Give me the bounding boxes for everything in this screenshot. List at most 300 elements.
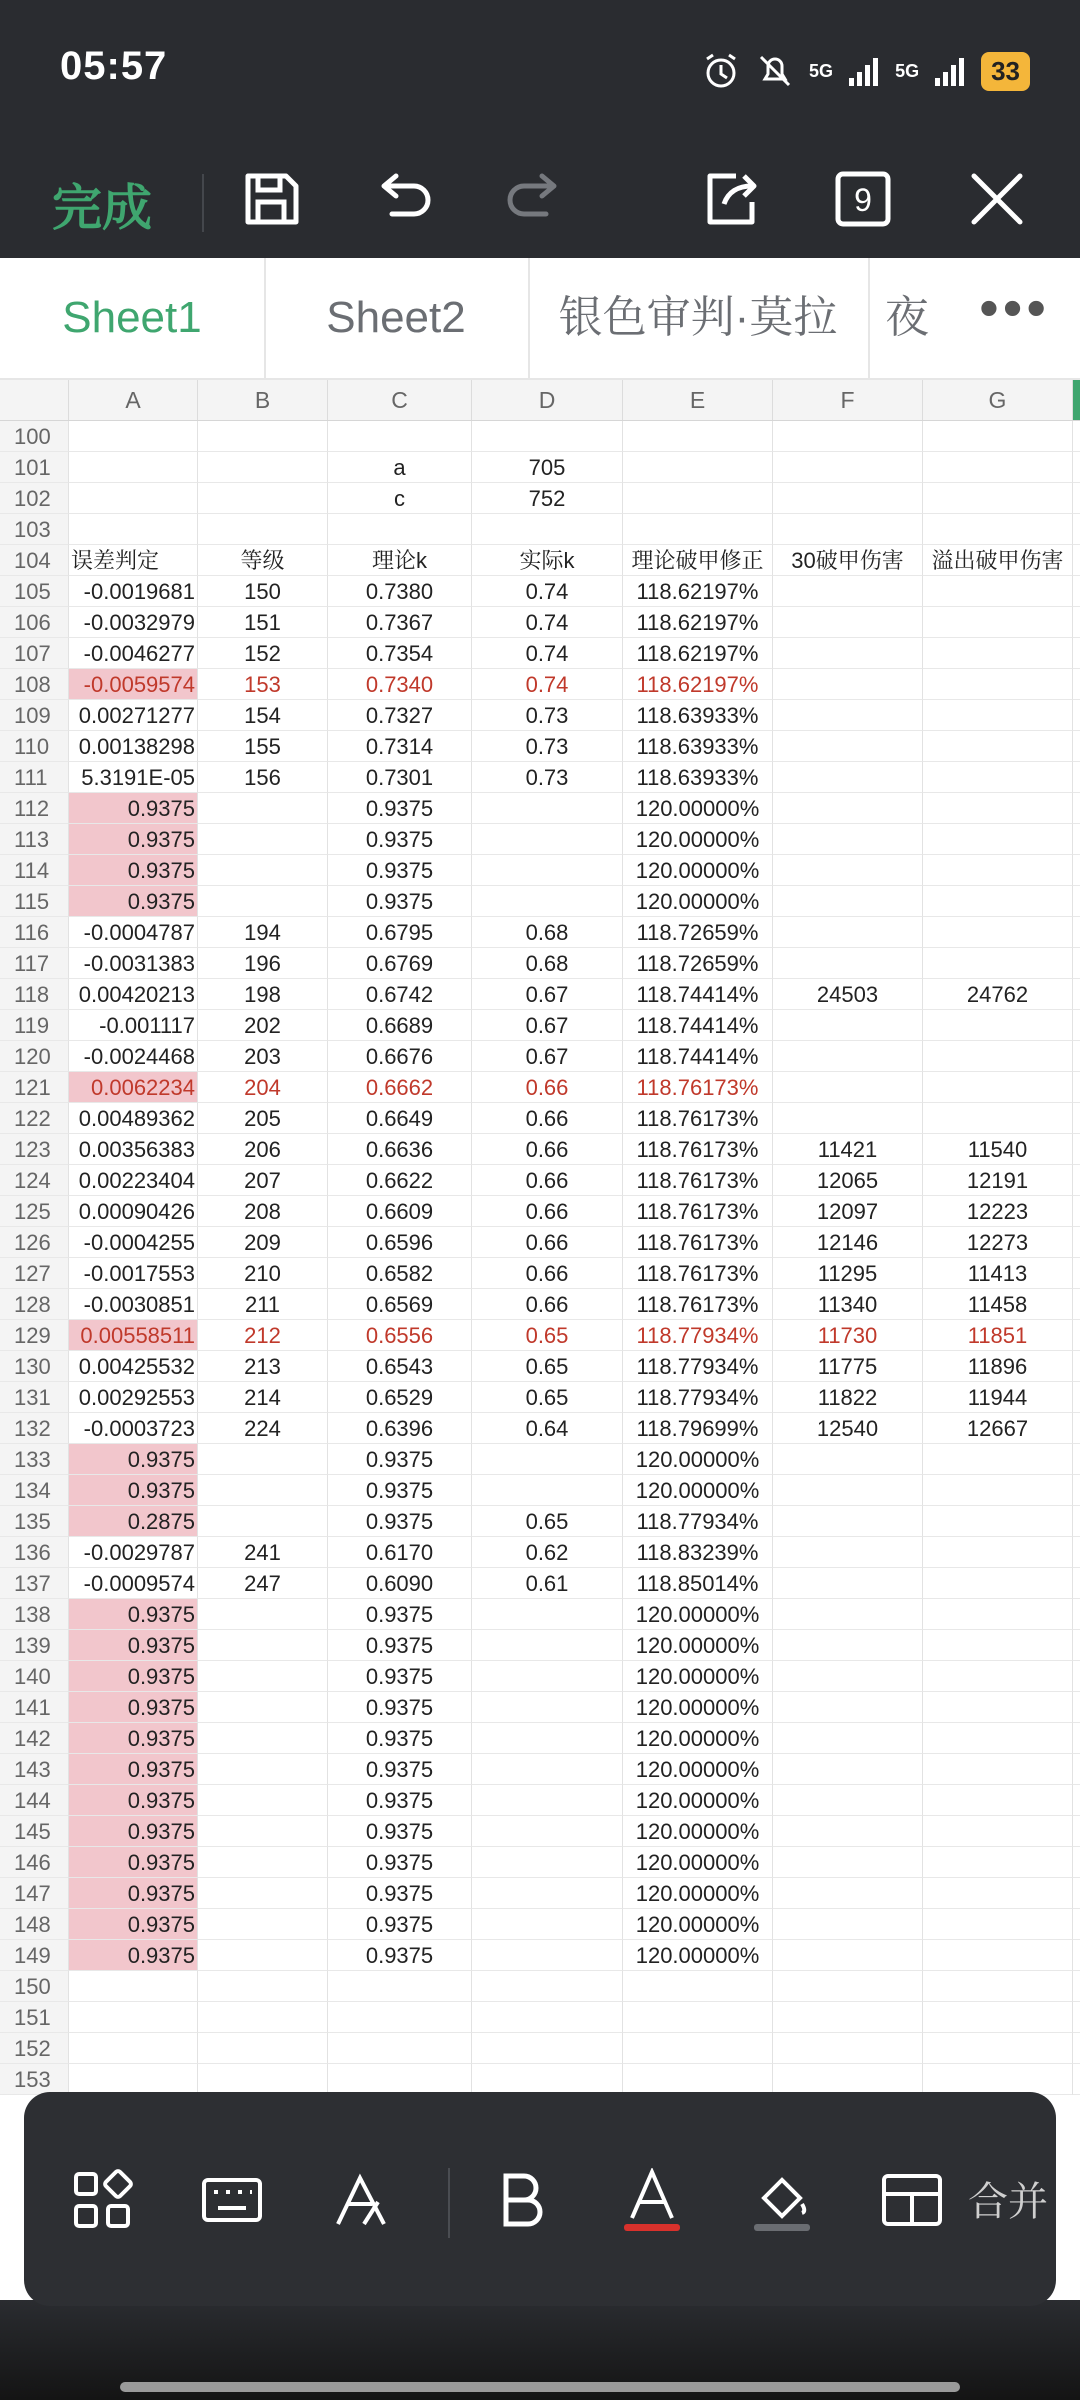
cell-e[interactable]: 120.00000% — [622, 1723, 772, 1754]
cell-e[interactable] — [622, 2033, 772, 2064]
cell-h[interactable] — [1072, 1506, 1080, 1537]
cell-e[interactable] — [622, 421, 772, 452]
cell-g[interactable]: 12667 — [922, 1413, 1072, 1444]
cell-f[interactable] — [772, 1506, 922, 1537]
cell-f[interactable] — [772, 886, 922, 917]
row-header[interactable]: 132 — [0, 1413, 68, 1444]
column-header-d[interactable]: D — [471, 380, 622, 420]
row-header[interactable]: 127 — [0, 1258, 68, 1289]
row-header[interactable]: 116 — [0, 917, 68, 948]
cell-f[interactable]: 11295 — [772, 1258, 922, 1289]
cell-h[interactable] — [1072, 1909, 1080, 1940]
cell-d[interactable]: 0.73 — [471, 762, 622, 793]
cell-a[interactable]: 0.9375 — [68, 1444, 197, 1475]
cell-b[interactable]: 等级 — [197, 545, 327, 576]
cell-g[interactable] — [922, 1599, 1072, 1630]
cell-e[interactable]: 理论破甲修正 — [622, 545, 772, 576]
row-header[interactable]: 140 — [0, 1661, 68, 1692]
cell-b[interactable]: 198 — [197, 979, 327, 1010]
cell-e[interactable]: 120.00000% — [622, 793, 772, 824]
cell-g[interactable] — [922, 886, 1072, 917]
cell-e[interactable]: 120.00000% — [622, 1692, 772, 1723]
cell-e[interactable]: 120.00000% — [622, 824, 772, 855]
cell-a[interactable]: -0.0029787 — [68, 1537, 197, 1568]
cell-g[interactable] — [922, 2033, 1072, 2064]
cell-a[interactable]: 0.00558511 — [68, 1320, 197, 1351]
cell-h[interactable] — [1072, 762, 1080, 793]
cell-g[interactable] — [922, 1475, 1072, 1506]
cell-c[interactable]: 0.9375 — [327, 1878, 471, 1909]
cell-f[interactable] — [772, 1103, 922, 1134]
cell-e[interactable]: 118.72659% — [622, 917, 772, 948]
cell-e[interactable]: 120.00000% — [622, 1754, 772, 1785]
cell-b[interactable] — [197, 1692, 327, 1723]
cell-b[interactable] — [197, 1785, 327, 1816]
cell-a[interactable]: 误差判定 — [68, 545, 197, 576]
close-icon[interactable] — [962, 164, 1032, 234]
cell-c[interactable]: 0.6649 — [327, 1103, 471, 1134]
cell-a[interactable]: 0.9375 — [68, 824, 197, 855]
cell-f[interactable] — [772, 1599, 922, 1630]
cell-c[interactable] — [327, 514, 471, 545]
cell-a[interactable]: 0.9375 — [68, 1816, 197, 1847]
cell-c[interactable]: 0.7301 — [327, 762, 471, 793]
cell-c[interactable]: 0.6582 — [327, 1258, 471, 1289]
row-header[interactable]: 144 — [0, 1785, 68, 1816]
cell-f[interactable] — [772, 1537, 922, 1568]
cell-c[interactable]: 0.7367 — [327, 607, 471, 638]
cell-g[interactable]: 11458 — [922, 1289, 1072, 1320]
cell-a[interactable] — [68, 483, 197, 514]
cell-f[interactable] — [772, 1630, 922, 1661]
cell-b[interactable] — [197, 886, 327, 917]
cell-e[interactable] — [622, 2002, 772, 2033]
cell-e[interactable]: 118.79699% — [622, 1413, 772, 1444]
cell-a[interactable] — [68, 514, 197, 545]
cell-e[interactable]: 118.74414% — [622, 979, 772, 1010]
cell-d[interactable]: 0.65 — [471, 1382, 622, 1413]
cell-c[interactable]: 0.6396 — [327, 1413, 471, 1444]
row-header[interactable]: 125 — [0, 1196, 68, 1227]
cell-g[interactable] — [922, 855, 1072, 886]
cell-f[interactable] — [772, 824, 922, 855]
cell-b[interactable]: 224 — [197, 1413, 327, 1444]
row-header[interactable]: 135 — [0, 1506, 68, 1537]
cell-a[interactable]: 0.00420213 — [68, 979, 197, 1010]
cell-e[interactable]: 118.74414% — [622, 1041, 772, 1072]
cell-f[interactable]: 11822 — [772, 1382, 922, 1413]
cell-d[interactable] — [471, 2002, 622, 2033]
cell-b[interactable] — [197, 1475, 327, 1506]
cell-h[interactable] — [1072, 1723, 1080, 1754]
cell-c[interactable] — [327, 2064, 471, 2095]
row-header[interactable]: 123 — [0, 1134, 68, 1165]
cell-f[interactable] — [772, 1909, 922, 1940]
row-header[interactable]: 120 — [0, 1041, 68, 1072]
cell-b[interactable] — [197, 793, 327, 824]
cell-f[interactable]: 11730 — [772, 1320, 922, 1351]
cell-c[interactable]: 0.6596 — [327, 1227, 471, 1258]
row-header[interactable]: 147 — [0, 1878, 68, 1909]
cell-c[interactable]: 0.9375 — [327, 1599, 471, 1630]
row-header[interactable]: 131 — [0, 1382, 68, 1413]
home-indicator[interactable] — [120, 2382, 960, 2392]
cell-e[interactable]: 118.62197% — [622, 607, 772, 638]
cell-d[interactable] — [471, 2064, 622, 2095]
cell-d[interactable]: 0.73 — [471, 700, 622, 731]
cell-g[interactable]: 11851 — [922, 1320, 1072, 1351]
cell-f[interactable]: 30破甲伤害 — [772, 545, 922, 576]
cell-e[interactable]: 120.00000% — [622, 1816, 772, 1847]
cell-b[interactable] — [197, 1754, 327, 1785]
cell-b[interactable]: 194 — [197, 917, 327, 948]
cell-h[interactable] — [1072, 576, 1080, 607]
cell-h[interactable] — [1072, 1103, 1080, 1134]
font-color-icon[interactable] — [620, 2168, 684, 2232]
cell-h[interactable] — [1072, 1661, 1080, 1692]
cell-g[interactable] — [922, 917, 1072, 948]
cell-a[interactable]: 0.9375 — [68, 1878, 197, 1909]
cell-f[interactable] — [772, 452, 922, 483]
cell-f[interactable] — [772, 2064, 922, 2095]
cell-e[interactable]: 118.85014% — [622, 1568, 772, 1599]
cell-e[interactable]: 118.83239% — [622, 1537, 772, 1568]
row-header[interactable]: 105 — [0, 576, 68, 607]
cell-c[interactable] — [327, 1971, 471, 2002]
cell-f[interactable] — [772, 1475, 922, 1506]
undo-icon[interactable] — [368, 164, 438, 234]
cell-e[interactable]: 118.76173% — [622, 1289, 772, 1320]
cell-a[interactable]: -0.0004255 — [68, 1227, 197, 1258]
cell-d[interactable] — [471, 1909, 622, 1940]
row-header[interactable]: 118 — [0, 979, 68, 1010]
cell-c[interactable]: 0.6609 — [327, 1196, 471, 1227]
cell-e[interactable]: 118.76173% — [622, 1165, 772, 1196]
row-header[interactable]: 142 — [0, 1723, 68, 1754]
cell-d[interactable] — [471, 1661, 622, 1692]
cell-b[interactable]: 247 — [197, 1568, 327, 1599]
cell-c[interactable]: 理论k — [327, 545, 471, 576]
cell-b[interactable]: 154 — [197, 700, 327, 731]
cell-e[interactable]: 118.76173% — [622, 1227, 772, 1258]
cell-d[interactable]: 0.62 — [471, 1537, 622, 1568]
row-header[interactable]: 143 — [0, 1754, 68, 1785]
cell-f[interactable] — [772, 1878, 922, 1909]
column-header-f[interactable]: F — [772, 380, 922, 420]
row-header[interactable]: 151 — [0, 2002, 68, 2033]
cell-a[interactable]: -0.0059574 — [68, 669, 197, 700]
cell-e[interactable]: 118.77934% — [622, 1382, 772, 1413]
cell-d[interactable] — [471, 1754, 622, 1785]
cell-a[interactable] — [68, 421, 197, 452]
cell-c[interactable] — [327, 2002, 471, 2033]
cell-e[interactable]: 118.76173% — [622, 1103, 772, 1134]
cell-d[interactable]: 0.66 — [471, 1258, 622, 1289]
row-header[interactable]: 128 — [0, 1289, 68, 1320]
cell-c[interactable]: 0.6622 — [327, 1165, 471, 1196]
tab-sheet2[interactable]: Sheet2 — [264, 258, 530, 378]
cell-g[interactable]: 溢出破甲伤害 — [922, 545, 1072, 576]
cell-h[interactable] — [1072, 1351, 1080, 1382]
cell-b[interactable]: 204 — [197, 1072, 327, 1103]
cell-d[interactable]: 0.66 — [471, 1227, 622, 1258]
cell-d[interactable]: 0.66 — [471, 1289, 622, 1320]
cell-c[interactable]: 0.6529 — [327, 1382, 471, 1413]
cell-c[interactable]: 0.7314 — [327, 731, 471, 762]
cell-a[interactable]: 0.9375 — [68, 1692, 197, 1723]
cell-c[interactable]: 0.9375 — [327, 1940, 471, 1971]
cell-c[interactable] — [327, 2033, 471, 2064]
row-header[interactable]: 149 — [0, 1940, 68, 1971]
cell-h[interactable] — [1072, 700, 1080, 731]
row-header[interactable]: 114 — [0, 855, 68, 886]
done-button[interactable]: 完成 — [52, 180, 152, 236]
row-header[interactable]: 126 — [0, 1227, 68, 1258]
cell-f[interactable] — [772, 1692, 922, 1723]
cell-a[interactable]: 0.00271277 — [68, 700, 197, 731]
row-header[interactable]: 129 — [0, 1320, 68, 1351]
save-icon[interactable] — [236, 164, 306, 234]
cell-g[interactable] — [922, 731, 1072, 762]
row-header[interactable]: 139 — [0, 1630, 68, 1661]
cell-a[interactable]: 0.9375 — [68, 886, 197, 917]
cell-b[interactable] — [197, 1816, 327, 1847]
cell-a[interactable] — [68, 452, 197, 483]
cell-c[interactable]: a — [327, 452, 471, 483]
cell-a[interactable]: -0.0030851 — [68, 1289, 197, 1320]
tab-count-icon[interactable] — [828, 164, 898, 234]
cell-d[interactable] — [471, 1444, 622, 1475]
cell-h[interactable] — [1072, 1444, 1080, 1475]
cell-g[interactable] — [922, 1847, 1072, 1878]
cell-h[interactable] — [1072, 886, 1080, 917]
cell-b[interactable] — [197, 421, 327, 452]
cell-a[interactable]: 0.9375 — [68, 1599, 197, 1630]
cell-g[interactable] — [922, 1661, 1072, 1692]
cell-f[interactable] — [772, 731, 922, 762]
cell-a[interactable]: 0.9375 — [68, 1847, 197, 1878]
cell-g[interactable] — [922, 824, 1072, 855]
cell-c[interactable]: 0.9375 — [327, 1444, 471, 1475]
cell-d[interactable]: 0.66 — [471, 1165, 622, 1196]
cell-h[interactable] — [1072, 1320, 1080, 1351]
keyboard-icon[interactable] — [200, 2168, 264, 2232]
cell-f[interactable] — [772, 2002, 922, 2033]
cell-a[interactable]: 0.9375 — [68, 1661, 197, 1692]
cell-a[interactable]: 0.9375 — [68, 1723, 197, 1754]
cell-h[interactable] — [1072, 2002, 1080, 2033]
cell-h[interactable] — [1072, 1041, 1080, 1072]
cell-f[interactable]: 24503 — [772, 979, 922, 1010]
cell-g[interactable]: 12223 — [922, 1196, 1072, 1227]
cell-g[interactable] — [922, 1568, 1072, 1599]
cell-g[interactable] — [922, 638, 1072, 669]
cell-g[interactable] — [922, 1630, 1072, 1661]
cell-c[interactable]: 0.9375 — [327, 1754, 471, 1785]
cell-b[interactable] — [197, 1630, 327, 1661]
cell-g[interactable] — [922, 2064, 1072, 2095]
cell-f[interactable] — [772, 576, 922, 607]
cell-g[interactable] — [922, 669, 1072, 700]
cell-a[interactable]: 0.9375 — [68, 855, 197, 886]
row-header[interactable]: 134 — [0, 1475, 68, 1506]
cell-b[interactable] — [197, 1506, 327, 1537]
cell-f[interactable] — [772, 793, 922, 824]
cell-a[interactable]: 0.9375 — [68, 1475, 197, 1506]
cell-f[interactable] — [772, 514, 922, 545]
cell-a[interactable]: 0.9375 — [68, 793, 197, 824]
cell-g[interactable] — [922, 576, 1072, 607]
cell-e[interactable]: 120.00000% — [622, 1878, 772, 1909]
tab-sheet4[interactable]: 夜 — [885, 293, 929, 342]
cell-d[interactable] — [471, 1630, 622, 1661]
row-header[interactable]: 122 — [0, 1103, 68, 1134]
cell-c[interactable]: 0.6636 — [327, 1134, 471, 1165]
cell-f[interactable] — [772, 1847, 922, 1878]
cell-h[interactable] — [1072, 607, 1080, 638]
cell-a[interactable]: -0.0004787 — [68, 917, 197, 948]
cell-b[interactable]: 214 — [197, 1382, 327, 1413]
cell-g[interactable] — [922, 1041, 1072, 1072]
cell-f[interactable]: 11775 — [772, 1351, 922, 1382]
cell-g[interactable] — [922, 1072, 1072, 1103]
cell-c[interactable]: 0.6569 — [327, 1289, 471, 1320]
cell-h[interactable] — [1072, 669, 1080, 700]
cell-h[interactable] — [1072, 1630, 1080, 1661]
cell-c[interactable]: 0.6170 — [327, 1537, 471, 1568]
row-header[interactable]: 111 — [0, 762, 68, 793]
cell-a[interactable]: 0.00356383 — [68, 1134, 197, 1165]
cell-c[interactable]: 0.9375 — [327, 1475, 471, 1506]
cell-e[interactable]: 118.63933% — [622, 700, 772, 731]
cell-h[interactable] — [1072, 1289, 1080, 1320]
cell-c[interactable]: 0.9375 — [327, 824, 471, 855]
cell-a[interactable]: -0.0031383 — [68, 948, 197, 979]
cell-g[interactable] — [922, 1909, 1072, 1940]
row-header[interactable]: 130 — [0, 1351, 68, 1382]
row-header[interactable]: 106 — [0, 607, 68, 638]
row-header[interactable]: 146 — [0, 1847, 68, 1878]
cell-d[interactable] — [471, 421, 622, 452]
row-header[interactable]: 117 — [0, 948, 68, 979]
redo-icon[interactable] — [500, 164, 570, 234]
cell-c[interactable]: 0.7380 — [327, 576, 471, 607]
row-header[interactable]: 141 — [0, 1692, 68, 1723]
cell-c[interactable]: c — [327, 483, 471, 514]
cell-a[interactable]: 5.3191E-05 — [68, 762, 197, 793]
cell-g[interactable]: 11413 — [922, 1258, 1072, 1289]
cell-d[interactable] — [471, 824, 622, 855]
cell-g[interactable] — [922, 700, 1072, 731]
cell-e[interactable]: 120.00000% — [622, 1661, 772, 1692]
row-header[interactable]: 119 — [0, 1010, 68, 1041]
cell-e[interactable]: 118.74414% — [622, 1010, 772, 1041]
cell-g[interactable] — [922, 1723, 1072, 1754]
cell-d[interactable] — [471, 855, 622, 886]
cell-g[interactable] — [922, 762, 1072, 793]
cell-g[interactable] — [922, 421, 1072, 452]
cell-f[interactable] — [772, 1723, 922, 1754]
cell-c[interactable]: 0.6795 — [327, 917, 471, 948]
cell-a[interactable] — [68, 2033, 197, 2064]
cell-a[interactable]: 0.0062234 — [68, 1072, 197, 1103]
cell-b[interactable]: 205 — [197, 1103, 327, 1134]
tab-sheet3[interactable]: 银色审判·莫拉 — [528, 258, 870, 378]
cell-h[interactable] — [1072, 1568, 1080, 1599]
cell-h[interactable] — [1072, 1878, 1080, 1909]
cell-c[interactable]: 0.6676 — [327, 1041, 471, 1072]
row-header[interactable]: 115 — [0, 886, 68, 917]
cell-a[interactable]: 0.2875 — [68, 1506, 197, 1537]
cell-d[interactable] — [471, 1940, 622, 1971]
cell-c[interactable]: 0.6556 — [327, 1320, 471, 1351]
row-header[interactable]: 108 — [0, 669, 68, 700]
cell-h[interactable] — [1072, 1010, 1080, 1041]
cell-g[interactable]: 11944 — [922, 1382, 1072, 1413]
cell-d[interactable]: 0.66 — [471, 1103, 622, 1134]
cell-f[interactable] — [772, 1816, 922, 1847]
cell-f[interactable] — [772, 1010, 922, 1041]
cell-f[interactable] — [772, 855, 922, 886]
cell-h[interactable] — [1072, 1692, 1080, 1723]
cell-d[interactable]: 0.67 — [471, 1041, 622, 1072]
cell-c[interactable]: 0.9375 — [327, 1506, 471, 1537]
cell-g[interactable]: 11896 — [922, 1351, 1072, 1382]
cell-e[interactable]: 120.00000% — [622, 1475, 772, 1506]
cell-b[interactable]: 153 — [197, 669, 327, 700]
cell-a[interactable]: 0.00425532 — [68, 1351, 197, 1382]
cell-g[interactable] — [922, 1971, 1072, 2002]
cell-c[interactable]: 0.6742 — [327, 979, 471, 1010]
cell-f[interactable] — [772, 762, 922, 793]
cell-b[interactable]: 202 — [197, 1010, 327, 1041]
cell-h[interactable] — [1072, 1227, 1080, 1258]
cell-e[interactable]: 118.63933% — [622, 731, 772, 762]
cell-g[interactable] — [922, 514, 1072, 545]
cell-g[interactable] — [922, 1785, 1072, 1816]
cell-f[interactable]: 12065 — [772, 1165, 922, 1196]
cell-b[interactable] — [197, 855, 327, 886]
cell-b[interactable] — [197, 1661, 327, 1692]
column-header-g[interactable]: G — [922, 380, 1072, 420]
cell-h[interactable] — [1072, 1754, 1080, 1785]
cell-h[interactable] — [1072, 917, 1080, 948]
cell-c[interactable]: 0.6543 — [327, 1351, 471, 1382]
cell-d[interactable]: 0.66 — [471, 1196, 622, 1227]
cell-b[interactable]: 206 — [197, 1134, 327, 1165]
cell-c[interactable]: 0.9375 — [327, 1909, 471, 1940]
cell-a[interactable]: -0.0024468 — [68, 1041, 197, 1072]
cell-h[interactable] — [1072, 1785, 1080, 1816]
cell-c[interactable]: 0.7327 — [327, 700, 471, 731]
cell-d[interactable] — [471, 886, 622, 917]
cell-a[interactable]: -0.0009574 — [68, 1568, 197, 1599]
cell-h[interactable] — [1072, 452, 1080, 483]
cell-b[interactable] — [197, 483, 327, 514]
cell-b[interactable] — [197, 2064, 327, 2095]
row-header[interactable]: 138 — [0, 1599, 68, 1630]
cell-a[interactable] — [68, 2002, 197, 2033]
merge-cells-button[interactable]: 合并 — [968, 2180, 1048, 2224]
more-tabs-button[interactable]: ••• — [979, 276, 1050, 339]
row-header[interactable]: 103 — [0, 514, 68, 545]
cell-d[interactable]: 752 — [471, 483, 622, 514]
cell-d[interactable] — [471, 1723, 622, 1754]
cell-g[interactable]: 12273 — [922, 1227, 1072, 1258]
cell-b[interactable] — [197, 2033, 327, 2064]
cell-d[interactable]: 实际k — [471, 545, 622, 576]
cell-b[interactable] — [197, 1444, 327, 1475]
